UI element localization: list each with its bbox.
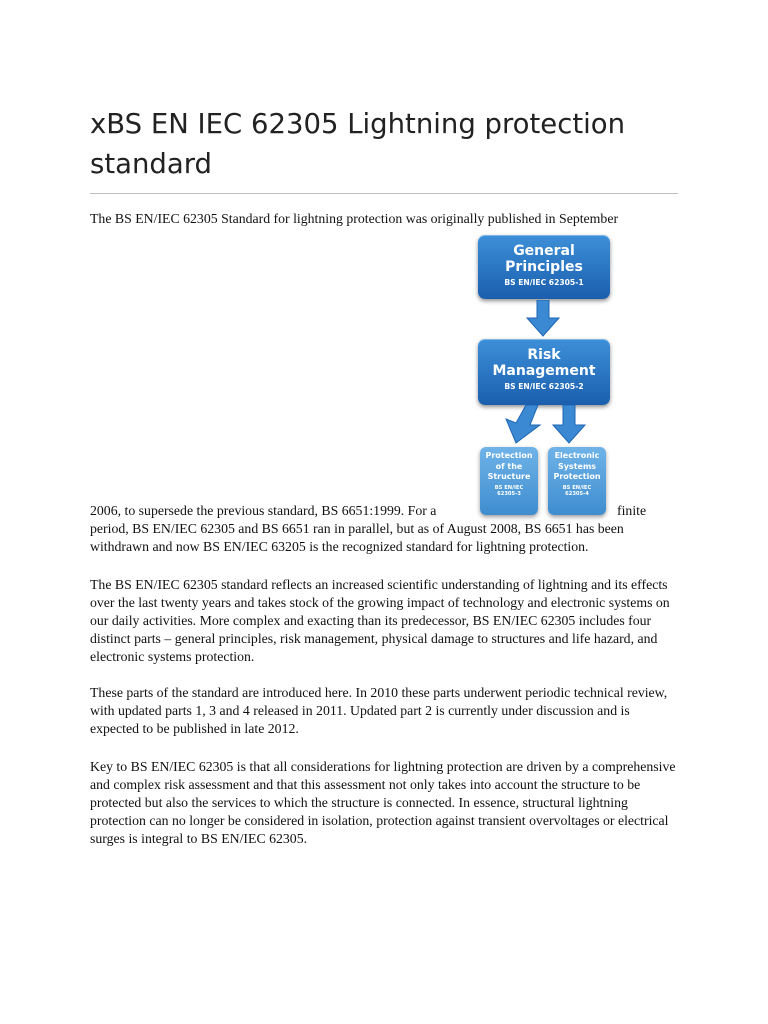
structure-line3: Structure	[487, 472, 531, 481]
electronic-code-2: 62305-4	[565, 491, 589, 498]
structure-code-2: 62305-3	[497, 491, 521, 498]
general-principles-code: BS EN/IEC 62305-1	[504, 278, 584, 287]
arrow-down-left-icon	[500, 405, 544, 445]
general-principles-line1: General	[513, 243, 575, 259]
general-principles-line2: Principles	[505, 259, 583, 275]
structure-line1: Protection	[485, 451, 533, 460]
risk-management-code: BS EN/IEC 62305-2	[504, 382, 584, 391]
risk-management-box	[478, 339, 610, 405]
paragraph-1-line-2-end: finite	[617, 503, 647, 518]
title-divider	[90, 193, 678, 194]
structure-code-1: BS EN/IEC	[494, 484, 524, 491]
electronic-line2: Systems	[557, 461, 597, 471]
protection-of-structure-box	[480, 447, 538, 515]
arrow-down-icon	[526, 300, 560, 338]
paragraph-2: The BS EN/IEC 62305 standard reflects an increased scientific understanding of lightning and its effects over the last twenty years and takes stock of the growing impact of technology and electronic systems on our daily activities. More complex and exacting than its predecessor, BS EN/IEC 62305 includes four distinct parts – general principles, risk management, physical damage to structures and life hazard, and electronic systems protection.	[90, 577, 670, 664]
paragraph-1-line-1: The BS EN/IEC 62305 Standard for lightning protection was originally published in September	[90, 211, 619, 226]
arrow-down-icon	[552, 405, 588, 445]
electronic-code-1: BS EN/IEC	[562, 484, 592, 491]
electronic-line1: Electronic	[554, 451, 600, 460]
standard-parts-diagram	[470, 232, 618, 516]
structure-line2: of the	[495, 461, 523, 471]
electronic-systems-protection-box	[548, 447, 606, 515]
page-title: xBS EN IEC 62305 Lightning protection standard	[90, 108, 626, 180]
general-principles-box	[478, 235, 610, 299]
risk-management-line1: Risk	[527, 347, 561, 363]
paragraph-1-line-2: 2006, to supersede the previous standard, BS 6651:1999. For a	[90, 503, 437, 518]
paragraph-4: Key to BS EN/IEC 62305 is that all considerations for lightning protection are driven by a comprehensive and complex risk assessment and that this assessment not only takes into account the structure to be protected but also the services to which the structure is connected. In essence, structural lightning protection can no longer be considered in isolation, protection against transient overvoltages or electrical surges is integral to BS EN/IEC 62305.	[90, 759, 676, 846]
paragraph-1-line-4: withdrawn and now BS EN/IEC 63205 is the recognized standard for lightning protection.	[90, 539, 589, 554]
electronic-line3: Protection	[553, 472, 601, 481]
paragraph-3: These parts of the standard are introduced here. In 2010 these parts underwent periodic technical review, with updated parts 1, 3 and 4 released in 2011. Updated part 2 is currently under discussion and is expected to be published in late 2012.	[90, 685, 668, 736]
paragraph-1-line-3: period, BS EN/IEC 62305 and BS 6651 ran in parallel, but as of August 2008, BS 6651 has been	[90, 521, 624, 536]
risk-management-line2: Management	[492, 363, 596, 379]
